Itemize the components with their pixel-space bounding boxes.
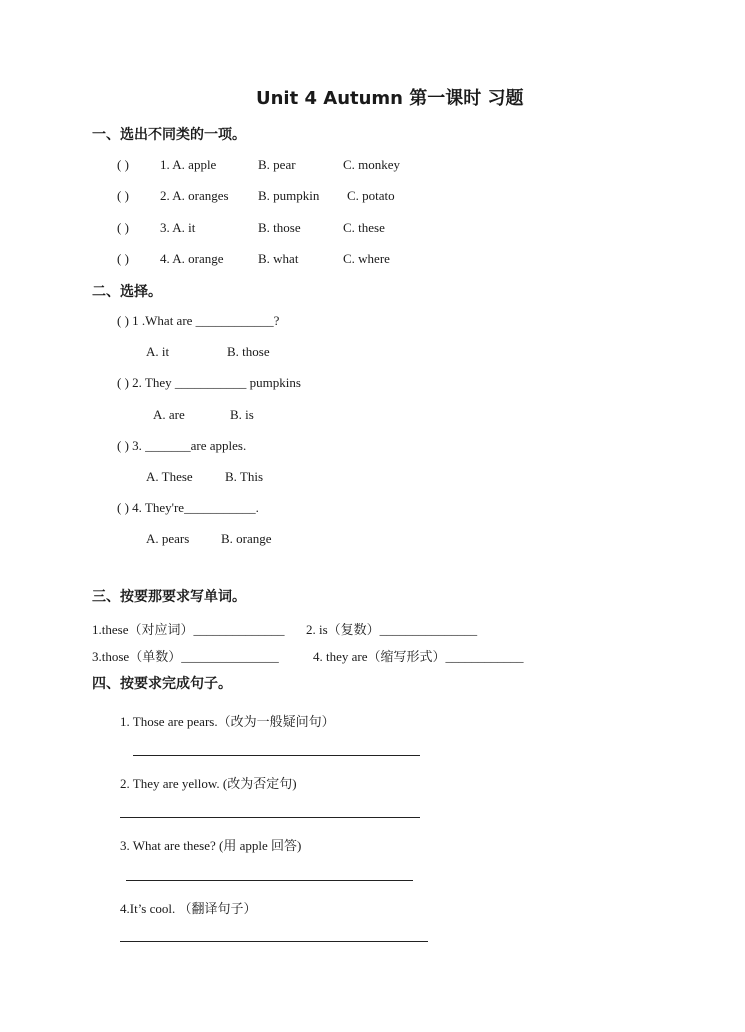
option-a: A. These [146, 469, 193, 484]
option-b: B. what [258, 251, 299, 266]
word-task: 3.those（单数）_______________ [92, 649, 279, 664]
option-a: 1. A. apple [160, 157, 217, 172]
answer-line [120, 817, 420, 818]
question-text: ( ) 4. They're___________. [117, 500, 259, 515]
option-b: B. those [227, 344, 270, 359]
word-task: 2. is（复数）_______________ [306, 622, 478, 637]
option-a: A. pears [146, 531, 190, 546]
section-4-heading: 四、按要求完成句子。 [92, 676, 232, 692]
answer-line [126, 880, 413, 881]
option-b: B. This [225, 469, 264, 484]
option-c: C. monkey [343, 157, 401, 172]
option-a: 3. A. it [160, 220, 196, 235]
option-c: C. where [343, 251, 390, 266]
option-c: C. potato [347, 188, 395, 203]
sentence-task: 2. They are yellow. (改为否定句) [120, 776, 297, 791]
option-c: C. these [343, 220, 385, 235]
question-text: ( ) 2. They ___________ pumpkins [117, 375, 301, 390]
answer-line [120, 941, 428, 942]
option-b: B. those [258, 220, 301, 235]
option-b: B. pumpkin [258, 188, 320, 203]
question-text: ( ) 3. _______are apples. [117, 438, 247, 453]
option-b: B. is [230, 407, 254, 422]
sentence-task: 1. Those are pears.（改为一般疑问句） [120, 714, 335, 729]
sentence-task: 4.It’s cool. （翻译句子） [120, 901, 257, 916]
sentence-task: 3. What are these? (用 apple 回答) [120, 838, 302, 853]
answer-paren: ( ) [117, 188, 129, 203]
section-1-heading: 一、选出不同类的一项。 [92, 127, 246, 143]
section-2-heading: 二、选择。 [92, 284, 162, 300]
option-b: B. orange [221, 531, 272, 546]
answer-paren: ( ) [117, 157, 129, 172]
option-a: A. are [153, 407, 185, 422]
answer-paren: ( ) [117, 220, 129, 235]
page-title: Unit 4 Autumn 第一课时 习题 [256, 88, 524, 109]
section-3-heading: 三、按要那要求写单词。 [92, 589, 246, 605]
option-a: A. it [146, 344, 170, 359]
answer-paren: ( ) [117, 251, 129, 266]
option-a: 2. A. oranges [160, 188, 229, 203]
question-text: ( ) 1 .What are ____________? [117, 313, 280, 328]
option-a: 4. A. orange [160, 251, 224, 266]
answer-line [133, 755, 420, 756]
word-task: 4. they are（缩写形式）____________ [313, 649, 524, 664]
word-task: 1.these（对应词）______________ [92, 622, 285, 637]
option-b: B. pear [258, 157, 296, 172]
